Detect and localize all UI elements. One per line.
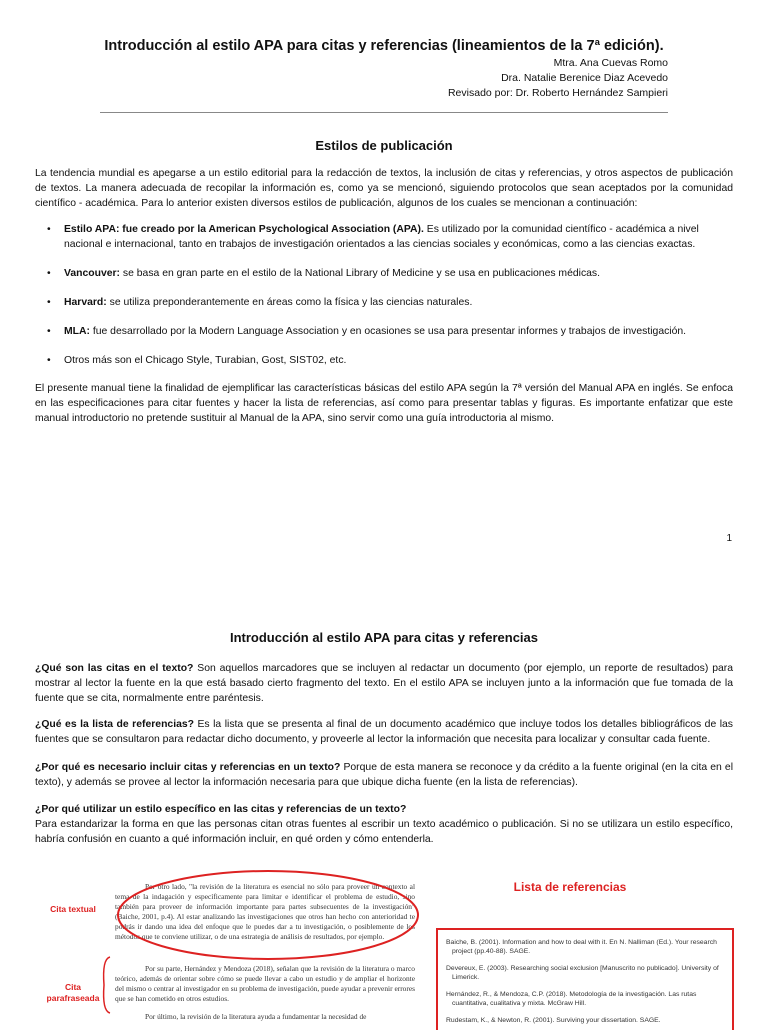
sample-paragraph-2: Por su parte, Hernández y Mendoza (2018), señalan que la revisión de la literatura o marco teórico, además de orientar sobre cómo se puede llevar a cabo un estudio y de ampliar el horizonte del mismo o centrar al investigador en su problema de investigación, puede ayudar a prevenir errores que se han cometido en otros estudios. xyxy=(115,964,415,1003)
reviewer: Revisado por: Dr. Roberto Hernández Sampieri xyxy=(447,87,668,99)
reference-item: Baiche, B. (2001). Information and how to deal with it. En N. Nalliman (Ed.). Your research project (pp.40-88). SAGE. xyxy=(446,939,717,955)
intro-paragraph: La tendencia mundial es apegarse a un estilo editorial para la redacción de textos, la inclusión de citas y referencias, y otros aspectos de publicación de textos. La manera adecuada de recopilar la información es, como ya se mencionó, siguiendo protocolos que sean aceptados por la comunidad científico - académica. Para lo anterior existen diversos estilos de publicación, algunos de los cuales se mencionan a continuación: xyxy=(35,168,733,209)
sample-paragraph-3: Por último, la revisión de la literatura ayuda a fundamentar la necesidad de xyxy=(145,1012,367,1021)
qa-lista: ¿Qué es la lista de referencias? Es la lista que se presenta al final de un documento académico que incluye todos los detalles bibliográficos de las fuentes que se consultaron para redactar dicho documento, y proveerle al lector la información que necesita para localizar y consultar cada fuente. xyxy=(35,719,734,745)
style-list xyxy=(35,222,733,382)
highlight-oval xyxy=(112,867,424,967)
closing-paragraph: El presente manual tiene la finalidad de ejemplificar las características básicas del estilo APA según la 7ª versión del Manual APA en inglés. Se enfoca en las especificaciones para citar fuentes y hacer la lista de referencias, así como para presentar tablas y figuras. Es importante enfatizar que este manual introductorio no pretende sustituir al Manual de la APA, sino servir como una guía introductoria al mismo. xyxy=(35,383,733,424)
label-cita-textual: Cita textual xyxy=(50,904,96,914)
paraphrase-bracket xyxy=(100,955,112,1015)
reference-item: Rudestam, K., & Newton, R. (2001). Surviving your dissertation. SAGE. xyxy=(446,1017,661,1024)
list-item: • Vancouver: se basa en gran parte en el estilo de la National Library of Medicine y se usa en publicaciones médicas. xyxy=(35,266,733,281)
document-title: Introducción al estilo APA para citas y referencias (lineamientos de la 7ª edición). xyxy=(104,38,664,54)
qa-estilo: ¿Por qué utilizar un estilo específico en las citas y referencias de un texto? Para estandarizar la forma en que las personas citan otras fuentes al escribir un texto académico o publicación. Si no se utilizara un estilo específico, habría confusión en cuanto a qué información incluir, en qué orden y cómo entenderla. xyxy=(35,804,733,845)
list-item: • Harvard: se utiliza preponderantemente en áreas como la física y las ciencias naturales. xyxy=(35,295,733,310)
reference-list-title: Lista de referencias xyxy=(513,880,627,894)
qa-citas: ¿Qué son las citas en el texto? Son aquellos marcadores que se incluyen al redactar un documento (por ejemplo, un reporte de resultados) para mostrar al lector la fuente en la que está basado cierto fragmento del texto. En el estilo APA se incluyen junto a la información que fue tomada de la fuente que se cita, normalmente entre paréntesis. xyxy=(35,663,733,704)
list-item: • Estilo APA: fue creado por la American Psychological Association (APA). Es utilizado por la comunidad científico - académica a nivel nacional e internacional, tanto en trabajos de investigación orientados a las ciencias sociales y económicas, como a las ciencias exactas. xyxy=(35,222,733,252)
reference-list-box xyxy=(436,928,734,1030)
list-item: • MLA: fue desarrollado por la Modern Language Association y en ocasiones se usa para presentar informes y trabajos de investigación. xyxy=(35,324,733,339)
label-cita-parafraseada: Cita parafraseada xyxy=(46,982,100,1003)
list-item: • Otros más son el Chicago Style, Turabian, Gost, SIST02, etc. xyxy=(35,353,733,368)
reference-item: Devereux, E. (2003). Researching social exclusion [Manuscrito no publicado]. University of Limerick. xyxy=(446,965,719,981)
page-number: 1 xyxy=(726,533,732,544)
header-divider xyxy=(100,112,668,113)
qa-necesario: ¿Por qué es necesario incluir citas y referencias en un texto? Porque de esta manera se reconoce y da crédito a la fuente original (en la cita en el texto), y además se provee al lector la información necesaria para que ubique dicha fuente (en la lista de referencias). xyxy=(35,762,734,788)
author-1: Mtra. Ana Cuevas Romo xyxy=(553,57,668,69)
sample-paragraph-1: Por otro lado, "la revisión de la literatura es esencial no sólo para proveer un contexto al tema de la indagación y específicamente para limitar e identificar el problema de estudio, sino también para proveer de información importante para partes subsecuentes de la investigación" (Baiche, 2001, p.4). Al estar analizando las investigaciones que otros han hecho con anterioridad te podrás ir dando una idea del enfoque que le puedes dar a tu investigación, o posiblemente de los métodos que te conviene utilizar, o de una estrategia de análisis de resultados, por ejemplo. xyxy=(115,882,415,941)
author-list xyxy=(448,56,668,101)
author-2: Dra. Natalie Berenice Diaz Acevedo xyxy=(501,72,668,84)
reference-item: Hernández, R., & Mendoza, C.P. (2018). Metodología de la investigación. Las rutas cuantitativa, cualitativa y mixta. McGraw Hill. xyxy=(446,991,697,1007)
section-heading-intro-apa: Introducción al estilo APA para citas y referencias xyxy=(229,630,538,645)
section-heading-estilos: Estilos de publicación xyxy=(315,138,453,153)
